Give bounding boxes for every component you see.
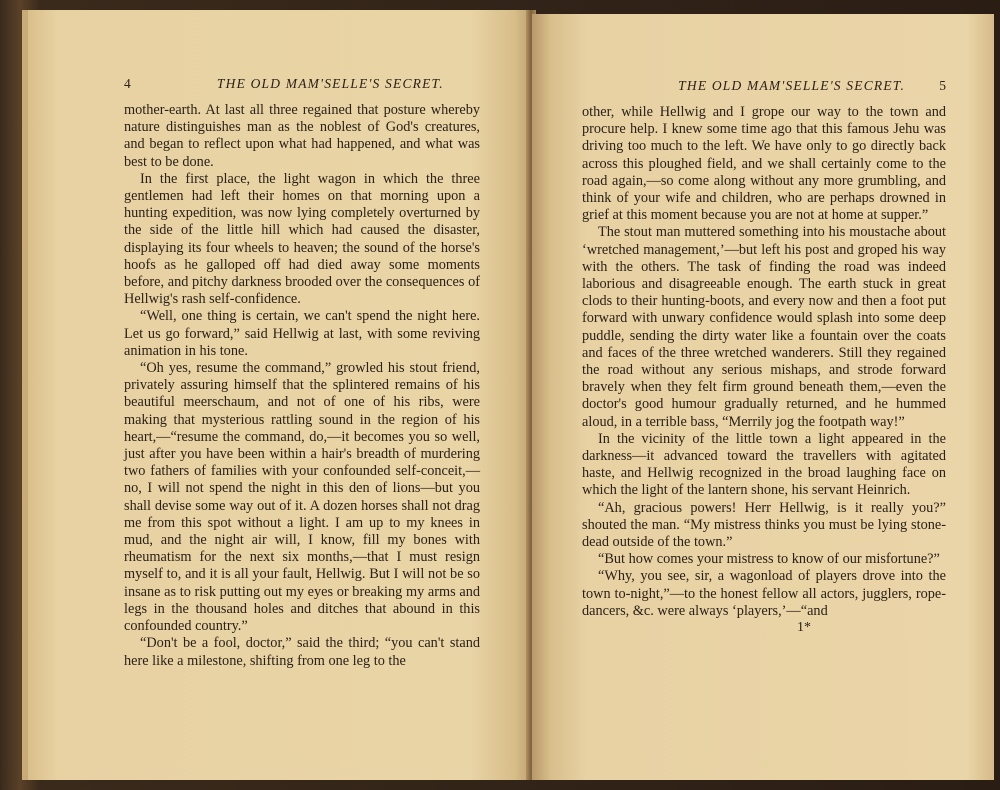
paragraph: “Why, you see, sir, a wagonload of players drove into the town to-night,”—to the honest fellow all actors, jugglers, rope-dancers, &c. were always ‘players,’—“and (582, 568, 946, 619)
left-page-text (124, 102, 480, 670)
paragraph: other, while Hellwig and I grope our way to the town and procure help. I knew some time ago that this famous Jehu was driving too much to the left. We have only to go directly back across this ploughed field, and we shall certainly come to the road again,—so come along without any more grumbling, and think of your wife and children, who are perhaps drowned in grief at this moment because you are not at home at supper.” (582, 104, 946, 224)
left-page-number: 4 (124, 76, 131, 91)
paragraph: In the vicinity of the little town a light appeared in the darkness—it advanced toward the travellers with agitated haste, and Hellwig recognized in the broad laughing face on which the light of the lantern shone, his servant Heinrich. (582, 430, 946, 499)
paragraph: “But how comes your mistress to know of our misfortune?” (598, 551, 940, 568)
left-page-header (124, 76, 480, 94)
right-page-header (582, 78, 946, 96)
paragraph: In the first place, the light wagon in which the three gentlemen had left their homes on that morning upon a hunting expedition, was now lying completely overturned by the side of the little hill which had caused the disaster, displaying its four wheels to heaven; the sound of the horse's hoofs as he galloped off had died away some moments before, and pitchy darkness brooded over the consequences of Hellwig's rash self-confidence. (124, 170, 480, 308)
paragraph: The stout man muttered something into his moustache about ‘wretched management,’—but left his post and groped his way with the others. The task of finding the road was indeed laborious and disagreeable enough. The earth stuck in great clods to their hunting-boots, and every now and then a foot put forward with unwary confidence would splash into some deep puddle, sending the dirty water like a fountain over the coats and faces of the three wretched wanderers. Still they regained the road without any serious mishaps, and strode forward bravely when they felt firm ground beneath them,—even the doctor's good humour gradually returned, and he hummed aloud, in a terrible bass, “Merrily jog the footpath way!” (582, 224, 946, 430)
right-page (532, 14, 994, 780)
paragraph: “Ah, gracious powers! Herr Hellwig, is it really you?” shouted the man. “My mistress thinks you must be lying stone-dead outside of the town.” (582, 499, 946, 551)
right-running-head: THE OLD MAM'SELLE'S SECRET. (678, 78, 906, 93)
paragraph: “Oh yes, resume the command,” growled his stout friend, privately assuring himself that the splintered remains of his beautiful meerschaum, and not of one of his ribs, were making that mysterious rattling sound in the region of his heart,—“resume the command, do,—it becomes you so well, just after you have been within a hair's breadth of murdering two fathers of families with your confounded self-conceit,—no, I will not spend the night in this den of lions—but you shall devise some way out of it. A dozen horses shall not drag me from this spot without a light. I am up to my knees in mud, and the night air will, I know, fill my bones with rheumatism for the next six months,—that I must resign myself to, and it is all your fault, Hellwig. But I will not be so insane as to risk putting out my eyes or breaking my arms and legs in the thousand holes and ditches that abound in this confounded country.” (124, 360, 480, 635)
right-page-number: 5 (939, 78, 946, 93)
paragraph: mother-earth. At last all three regained that posture whereby nature distinguishes man as the noblest of God's creatures, and began to reflect upon what had happened, and what was best to be done. (124, 102, 480, 170)
left-running-head: THE OLD MAM'SELLE'S SECRET. (216, 76, 444, 91)
left-page (22, 10, 530, 780)
paragraph: “Don't be a fool, doctor,” said the third; “you can't stand here like a milestone, shifting from one leg to the (124, 635, 480, 669)
signature-mark: 1* (797, 620, 811, 636)
paragraph: “Well, one thing is certain, we can't spend the night here. Let us go forward,” said Hellwig at last, with some reviving animation in his tone. (124, 308, 480, 359)
right-page-text (582, 104, 946, 620)
